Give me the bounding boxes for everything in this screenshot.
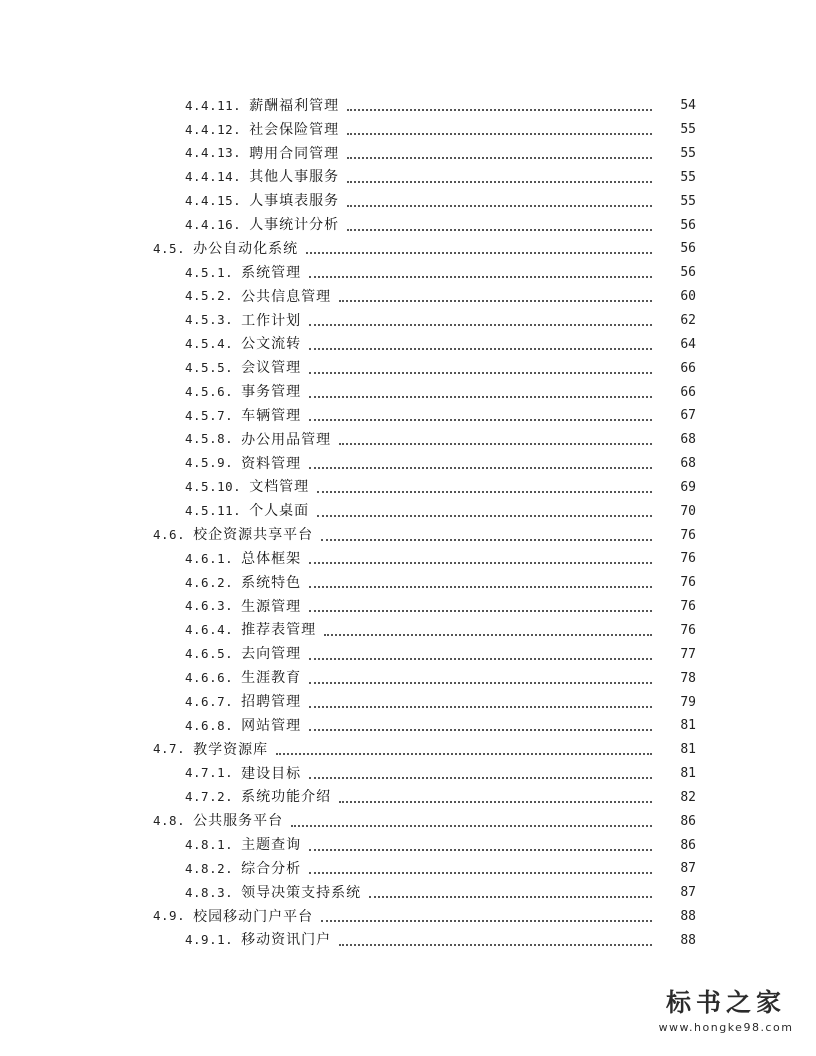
toc-entry-title: 文档管理 [249, 479, 310, 496]
toc-entry-title: 社会保险管理 [249, 121, 340, 138]
toc-entry-number: 4.7.2. [185, 789, 234, 805]
toc-dot-leader [309, 728, 652, 731]
toc-entry[interactable] [0, 166, 816, 190]
toc-entry-number: 4.6.6. [185, 669, 234, 685]
toc-entry-page: 86 [680, 837, 696, 853]
toc-dot-leader [309, 418, 652, 421]
toc-dot-leader [309, 609, 652, 612]
toc-entry-page: 81 [680, 766, 696, 782]
watermark-title: 标书之家 [665, 988, 786, 1017]
toc-entry-title: 网站管理 [241, 717, 302, 734]
toc-dot-leader [321, 538, 652, 541]
toc-entry-number: 4.4.14. [185, 169, 242, 185]
toc-dot-leader [309, 347, 652, 350]
toc-entry[interactable] [0, 452, 816, 476]
toc-entry-page: 76 [680, 575, 696, 591]
toc-dot-leader [339, 299, 652, 302]
toc-entry-number: 4.5.10. [185, 479, 242, 495]
watermark-logo [656, 983, 796, 1034]
toc-entry[interactable] [0, 809, 816, 833]
toc-entry-number: 4.6. [153, 526, 186, 542]
toc-dot-leader [309, 705, 652, 708]
toc-dot-leader [369, 895, 652, 898]
toc-entry[interactable] [0, 905, 816, 929]
toc-entry-number: 4.5.3. [185, 312, 234, 328]
toc-entry-number: 4.8. [153, 812, 186, 828]
toc-entry[interactable] [0, 261, 816, 285]
toc-entry[interactable] [0, 881, 816, 905]
toc-entry-title: 系统特色 [241, 574, 302, 591]
toc-dot-leader [347, 204, 652, 207]
toc-dot-leader [339, 800, 652, 803]
toc-entry-title: 工作计划 [241, 312, 302, 329]
toc-entry-number: 4.8.2. [185, 860, 234, 876]
toc-entry-title: 综合分析 [241, 860, 302, 877]
toc-dot-leader [309, 466, 652, 469]
toc-entry-title: 薪酬福利管理 [249, 97, 340, 114]
toc-entry-page: 68 [680, 456, 696, 472]
toc-dot-leader [347, 156, 652, 159]
toc-entry-number: 4.4.16. [185, 216, 242, 232]
toc-dot-leader [339, 442, 652, 445]
toc-entry[interactable] [0, 189, 816, 213]
toc-entry-page: 60 [680, 289, 696, 305]
toc-entry-page: 55 [680, 193, 696, 209]
toc-entry-title: 人事统计分析 [249, 217, 340, 234]
toc-entry-page: 56 [680, 217, 696, 233]
toc-dot-leader [317, 490, 652, 493]
toc-entry-page: 66 [680, 384, 696, 400]
toc-entry[interactable] [0, 499, 816, 523]
toc-entry-number: 4.6.4. [185, 622, 234, 638]
toc-entry-number: 4.8.1. [185, 836, 234, 852]
toc-dot-leader [317, 514, 652, 517]
toc-entry-title: 招聘管理 [241, 694, 302, 711]
toc-entry-title: 系统功能介绍 [241, 789, 332, 806]
toc-entry-page: 68 [680, 432, 696, 448]
toc-entry-number: 4.7. [153, 741, 186, 757]
toc-entry-page: 55 [680, 146, 696, 162]
toc-entry[interactable] [0, 619, 816, 643]
toc-entry[interactable] [0, 380, 816, 404]
toc-entry-page: 62 [680, 313, 696, 329]
toc-entry-number: 4.5.7. [185, 407, 234, 423]
toc-entry-page: 54 [680, 98, 696, 114]
toc-dot-leader [347, 132, 652, 135]
toc-entry[interactable] [0, 547, 816, 571]
toc-entry-title: 去向管理 [241, 646, 302, 663]
toc-entry-number: 4.6.2. [185, 574, 234, 590]
toc-entry-page: 82 [680, 789, 696, 805]
toc-entry[interactable] [0, 690, 816, 714]
toc-entry-number: 4.6.7. [185, 693, 234, 709]
toc-dot-leader [309, 275, 652, 278]
toc-dot-leader [309, 561, 652, 564]
toc-entry[interactable] [0, 476, 816, 500]
toc-dot-leader [309, 395, 652, 398]
toc-entry[interactable] [0, 356, 816, 380]
toc-entry-page: 76 [680, 622, 696, 638]
toc-entry-number: 4.5.2. [185, 288, 234, 304]
toc-entry-page: 55 [680, 169, 696, 185]
toc-entry-number: 4.5. [153, 240, 186, 256]
toc-dot-leader [309, 323, 652, 326]
toc-entry-title: 公共服务平台 [193, 813, 284, 830]
watermark-url: www.hongke98.com [658, 1021, 794, 1034]
toc-entry-number: 4.4.13. [185, 145, 242, 161]
toc-entry[interactable] [0, 285, 816, 309]
toc-entry[interactable] [0, 762, 816, 786]
toc-entry[interactable] [0, 428, 816, 452]
toc-entry[interactable] [0, 213, 816, 237]
toc-entry-number: 4.5.5. [185, 359, 234, 375]
toc-entry[interactable] [0, 237, 816, 261]
toc-entry-number: 4.7.1. [185, 765, 234, 781]
toc-dot-leader [309, 657, 652, 660]
toc-entry-number: 4.5.4. [185, 336, 234, 352]
toc-entry-title: 聘用合同管理 [249, 145, 340, 162]
toc-dot-leader [291, 824, 652, 827]
toc-entry-page: 56 [680, 241, 696, 257]
toc-dot-leader [309, 871, 652, 874]
toc-entry-title: 推荐表管理 [241, 622, 317, 639]
toc-entry-page: 70 [680, 503, 696, 519]
toc-entry-page: 55 [680, 122, 696, 138]
toc-entry[interactable] [0, 738, 816, 762]
toc-dot-leader [324, 633, 652, 636]
toc-dot-leader [309, 371, 652, 374]
toc-entry-title: 建设目标 [241, 765, 302, 782]
toc-entry[interactable] [0, 309, 816, 333]
toc-entry-title: 事务管理 [241, 384, 302, 401]
toc-entry[interactable] [0, 94, 816, 118]
toc-entry-page: 66 [680, 360, 696, 376]
toc-dot-leader [347, 228, 652, 231]
toc-dot-leader [309, 848, 652, 851]
toc-entry-title: 办公自动化系统 [193, 240, 299, 257]
toc-dot-leader [276, 752, 652, 755]
toc-entry[interactable] [0, 785, 816, 809]
toc-entry[interactable] [0, 666, 816, 690]
toc-entry-title: 资料管理 [241, 455, 302, 472]
toc-entry[interactable] [0, 571, 816, 595]
toc-dot-leader [306, 251, 652, 254]
toc-entry-page: 87 [680, 885, 696, 901]
toc-dot-leader [309, 585, 652, 588]
toc-entry-title: 校园移动门户平台 [193, 908, 314, 925]
toc-entry-page: 81 [680, 718, 696, 734]
toc-dot-leader [321, 919, 652, 922]
toc-entry-title: 教学资源库 [193, 741, 269, 758]
toc-entry-title: 系统管理 [241, 264, 302, 281]
toc-entry-number: 4.4.12. [185, 121, 242, 137]
toc-entry-title: 移动资讯门户 [241, 932, 332, 949]
toc-entry-title: 公文流转 [241, 336, 302, 353]
toc-entry-number: 4.5.11. [185, 503, 242, 519]
toc-entry[interactable] [0, 714, 816, 738]
toc-entry-title: 公共信息管理 [241, 288, 332, 305]
toc-entry-number: 4.5.6. [185, 383, 234, 399]
toc-entry-page: 76 [680, 551, 696, 567]
toc-entry-number: 4.6.1. [185, 550, 234, 566]
toc-entry-number: 4.6.5. [185, 646, 234, 662]
toc-entry-page: 76 [680, 599, 696, 615]
toc-entry-title: 主题查询 [241, 837, 302, 854]
toc-entry-number: 4.8.3. [185, 884, 234, 900]
toc-entry[interactable] [0, 857, 816, 881]
toc-entry-number: 4.4.15. [185, 193, 242, 209]
toc-entry-title: 个人桌面 [249, 503, 310, 520]
toc-entry-page: 87 [680, 861, 696, 877]
toc-entry-title: 其他人事服务 [249, 169, 340, 186]
toc-entry-page: 88 [680, 909, 696, 925]
toc-entry-page: 88 [680, 932, 696, 948]
toc-entry-number: 4.4.11. [185, 97, 242, 113]
toc-entry[interactable] [0, 332, 816, 356]
toc-entry[interactable] [0, 118, 816, 142]
toc-entry-number: 4.6.8. [185, 717, 234, 733]
toc-dot-leader [339, 943, 652, 946]
toc-entry-page: 79 [680, 694, 696, 710]
toc-entry-title: 人事填表服务 [249, 193, 340, 210]
toc-entry-page: 67 [680, 408, 696, 424]
toc-entry-page: 86 [680, 813, 696, 829]
toc-dot-leader [309, 681, 652, 684]
toc-entry-page: 64 [680, 336, 696, 352]
toc-entry[interactable] [0, 404, 816, 428]
toc-entry-title: 办公用品管理 [241, 431, 332, 448]
toc-entry-page: 77 [680, 646, 696, 662]
toc-entry[interactable] [0, 523, 816, 547]
toc-entry-number: 4.9. [153, 908, 186, 924]
toc-entry-title: 总体框架 [241, 550, 302, 567]
toc-entry-page: 69 [680, 479, 696, 495]
toc-entry-page: 81 [680, 742, 696, 758]
toc-entry-title: 领导决策支持系统 [241, 884, 362, 901]
toc-entry-number: 4.6.3. [185, 598, 234, 614]
toc-dot-leader [347, 108, 652, 111]
toc-entry-number: 4.5.8. [185, 431, 234, 447]
toc-dot-leader [347, 180, 652, 183]
toc-entry-number: 4.5.1. [185, 264, 234, 280]
toc-dot-leader [309, 776, 652, 779]
toc-entry-title: 会议管理 [241, 360, 302, 377]
toc-entry-number: 4.9.1. [185, 932, 234, 948]
toc-entry[interactable] [0, 642, 816, 666]
toc-entry-title: 校企资源共享平台 [193, 527, 314, 544]
toc-entry-page: 56 [680, 265, 696, 281]
toc-entry-title: 车辆管理 [241, 407, 302, 424]
toc-entry-page: 76 [680, 527, 696, 543]
toc-entry-title: 生涯教育 [241, 670, 302, 687]
toc-entry[interactable] [0, 833, 816, 857]
toc-entry-number: 4.5.9. [185, 455, 234, 471]
toc-entry-title: 生源管理 [241, 598, 302, 615]
table-of-contents [0, 94, 816, 952]
toc-entry[interactable] [0, 595, 816, 619]
toc-entry-page: 78 [680, 670, 696, 686]
toc-entry[interactable] [0, 929, 816, 953]
toc-entry[interactable] [0, 142, 816, 166]
